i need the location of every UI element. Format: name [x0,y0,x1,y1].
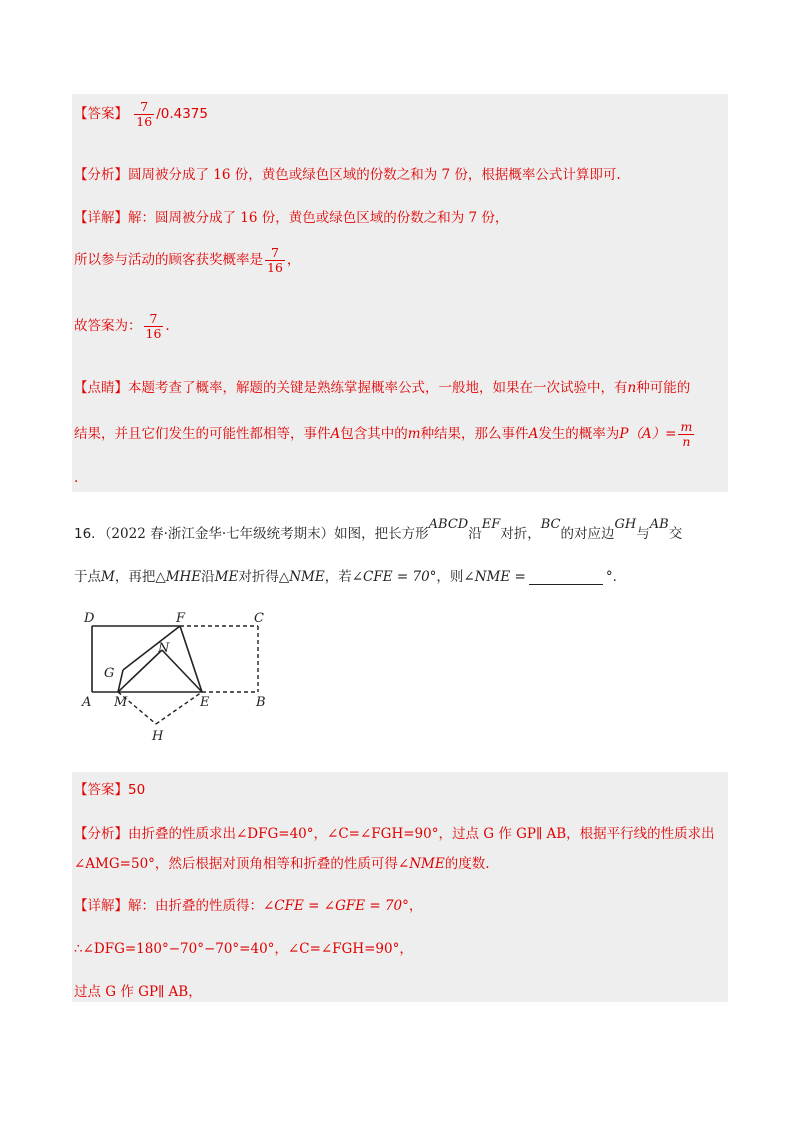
q16-analysis-line1 [74,822,715,842]
analysis-text-line1: 由折叠的性质求出∠DFG=40°，∠C=∠FGH=90°，过点 G 作 GP∥ AB，根据平行线的性质求出 [128,826,715,842]
q16-answer-line [74,778,145,798]
comment-tag: 【点睛】 [74,380,128,396]
probability-prefix: 所以参与活动的顾客获奖概率是 [74,252,263,268]
detail-tag: 【详解】 [74,210,128,226]
var-m-point: M [101,569,115,585]
step2-text: 过点 G 作 GP∥ AB， [74,984,202,1000]
answer-fraction: $\frac{7}{16}$ [136,99,153,129]
label-a: A [82,695,92,710]
analysis-tag-2: 【分析】 [74,826,128,842]
result-fraction: $\frac{7}{16}$ [145,311,162,341]
answer-tag: 【答案】 [74,106,128,122]
analysis-text-end: 的度数. [444,856,490,872]
answer-tag-2: 【答案】 [74,782,128,798]
triangle-nme: △NME [278,569,325,585]
var-bc: BC [540,517,561,532]
q15-comment-line3 [74,470,78,486]
segment-ne [162,650,202,692]
comment-text-c: 结果，并且它们发生的可能性都相等，事件 [74,426,331,442]
label-m: M [114,695,128,710]
text-if: ，若 [324,569,352,585]
label-e: E [200,695,210,710]
q15-result-line [74,312,170,341]
q16-answer-panel [72,772,728,1002]
q16-line1 [74,517,683,542]
text-fold: 对折， [500,526,541,542]
asked-angle: ∠NME = [463,569,526,585]
label-b: B [256,695,266,710]
comment-end: . [74,470,79,486]
probability-fraction: $\frac{7}{16}$ [267,245,283,275]
label-d: D [84,611,95,626]
text-at-point: 于点 [74,569,101,585]
q15-answer-line [74,100,208,129]
question-number: 16． [74,526,105,542]
text-fold-get: 对折得 [238,569,279,585]
comment-text-e: 种结果，那么事件 [420,426,529,442]
text-meet: 交 [668,526,683,542]
answer-decimal: /0.4375 [156,106,208,122]
angle-nme: ∠NME [397,856,445,872]
segment-fg [123,626,180,670]
given-angle: ∠CFE = 70° [351,569,437,585]
detail-text: 解：圆周被分成了 16 份，黄色或绿色区域的份数之和为 7 份， [128,210,509,226]
var-ef: EF [481,517,501,532]
q16-step1 [74,937,413,957]
probability-expr: P（A）= [619,426,677,442]
detail-equation: ∠CFE = ∠GFE = 70° [263,898,409,914]
question-source: （2022 春·浙江金华·七年级统考期末）如图，把长方形 [104,526,429,542]
q15-analysis-line [74,163,621,183]
q16-line2 [74,565,626,585]
label-n: N [158,641,170,656]
analysis-text-line2: ∠AMG=50°，然后根据对顶角相等和折叠的性质可得 [74,856,398,872]
label-g: G [104,666,115,681]
text-along2: 沿 [201,569,215,585]
text-and: 与 [636,526,650,542]
label-f: F [176,611,186,626]
comment-text-d: 包含其中的 [340,426,408,442]
answer-blank [529,570,603,585]
analysis-text: 圆周被分成了 16 份，黄色或绿色区域的份数之和为 7 份，根据概率公式计算即可. [128,167,621,183]
step1-text: ∴∠DFG=180°−70°−70°=40°，∠C=∠FGH=90°， [74,941,413,957]
degree-suffix: °． [605,569,627,585]
text-along: 沿 [468,526,482,542]
result-suffix: . [165,318,170,334]
comment-text-f: 发生的概率为 [538,426,620,442]
analysis-tag: 【分析】 [74,167,128,183]
var-m: m [407,426,421,442]
segment-fe [180,626,202,692]
detail-text-a: 解：由折叠的性质得： [128,898,263,914]
comment-fraction: $\frac{m}{n}$ [680,419,693,449]
var-ab: AB [649,517,669,532]
var-a: A [330,426,341,442]
q15-detail-line [74,206,508,226]
q15-comment-line2 [74,420,696,449]
q15-comment-line1 [74,376,690,396]
q16-analysis-line2 [74,852,490,872]
triangle-mhe: △MHE [155,569,202,585]
text-then: ，再把 [114,569,156,585]
geometry-figure [80,606,280,746]
q16-detail-line [74,894,422,914]
answer-value: 50 [128,782,146,798]
probability-suffix: ， [286,252,301,268]
detail-tag-2: 【详解】 [74,898,128,914]
q15-probability-line [74,246,300,275]
comment-text-b: 种可能的 [636,380,691,396]
segment-he-dashed [156,692,202,724]
text-corresponding: 的对应边 [560,526,615,542]
detail-comma: ， [408,898,423,914]
label-h: H [152,729,164,744]
text-then2: ，则 [436,569,464,585]
var-abcd: ABCD [428,517,469,532]
label-c: C [254,611,264,626]
q16-step2 [74,980,202,1000]
result-prefix: 故答案为： [74,318,142,334]
var-gh: GH [614,517,637,532]
var-a2: A [528,426,539,442]
comment-text-a: 本题考查了概率，解题的关键是熟练掌握概率公式，一般地，如果在一次试验中，有 [128,380,628,396]
var-me: ME [214,569,239,585]
var-n: n [627,380,637,396]
